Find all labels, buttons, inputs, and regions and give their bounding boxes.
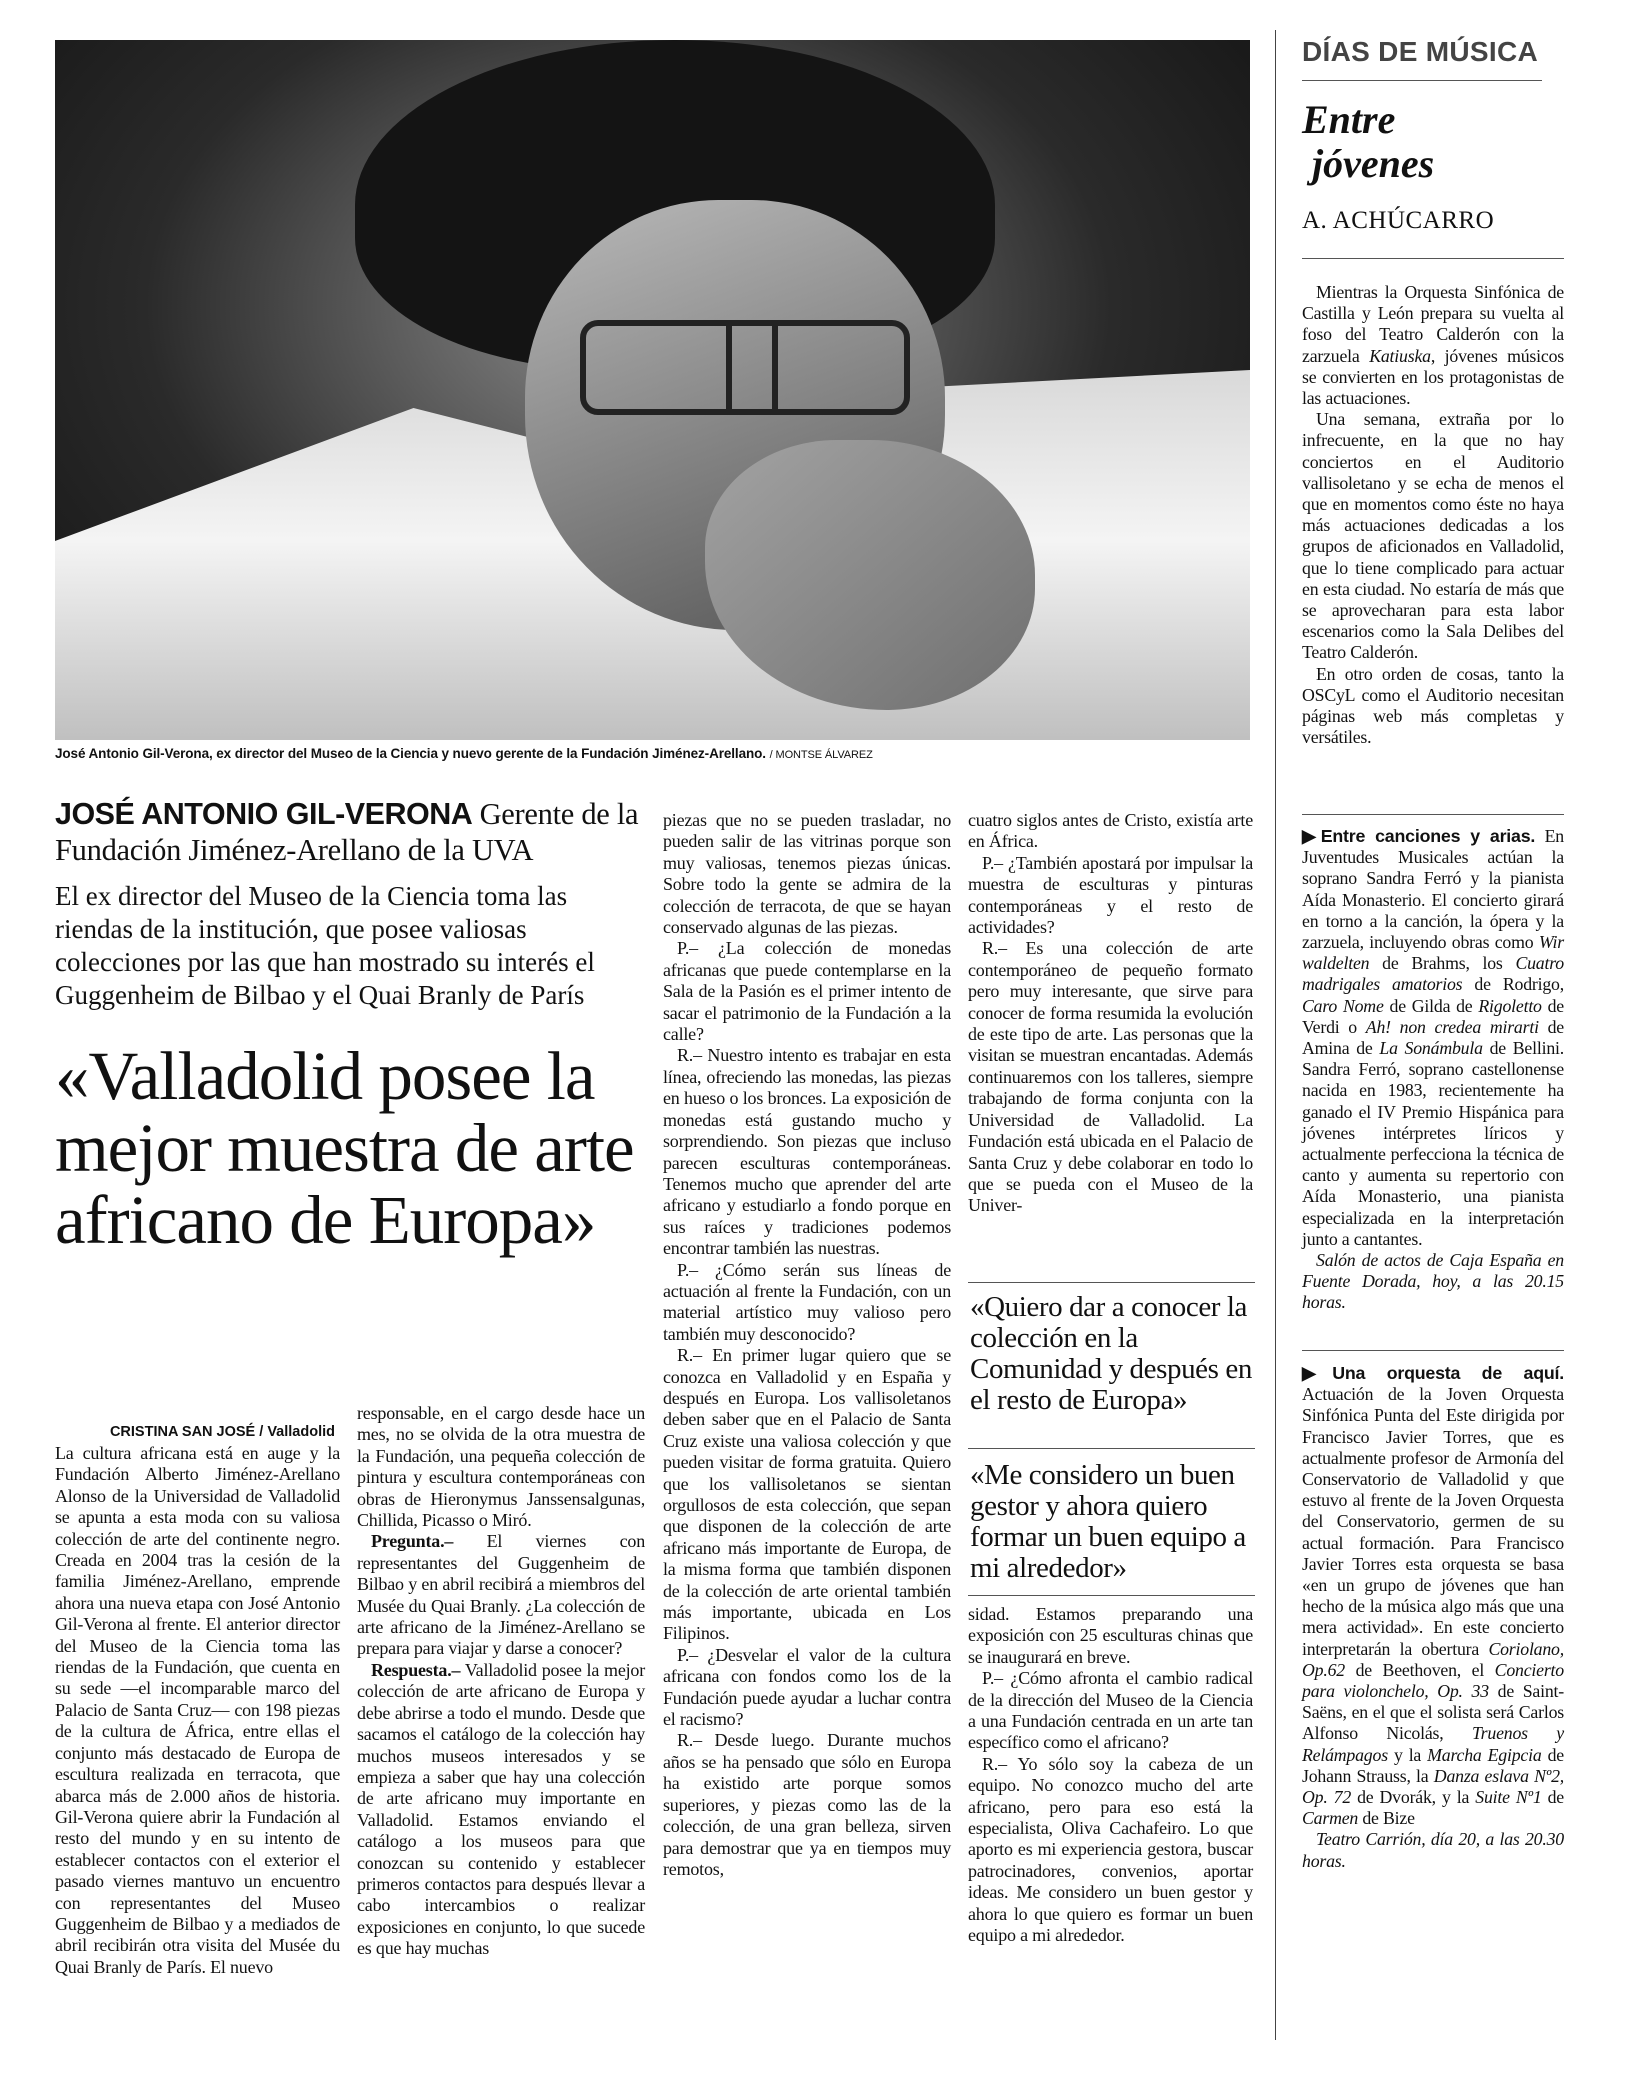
answer-paragraph: R.– Nuestro intento es trabajar en esta línea, ofreciendo las monedas, las piezas en hueso o los bronces. La exposición de monedas está gustando mucho y sorprendiendo. Son piezas que incluso parecen esculturas contemporáneas. Tenemos mucho que aprender del arte africano y estudiarlo a fondo porque en sus raíces y tradiciones podemos encontrar también las nuestras. bbox=[663, 1045, 951, 1259]
question-paragraph bbox=[357, 1531, 645, 1659]
article-column-3 bbox=[663, 810, 951, 1880]
answer-paragraph: R.– Desde luego. Durante muchos años se ha pensado que sólo en Europa ha existido arte porque somos superiores, y piezas como las de la colección, de una gran belleza, sirven para demostrar que ya en tiempos muy remotos, bbox=[663, 1730, 951, 1879]
section-rule bbox=[1302, 80, 1542, 81]
article-paragraph: responsable, en el cargo desde hace un mes, no se olvida de la otra muestra de la Fundación, una pequeña colección de pintura y escultura contemporáneas con obras de Hieronymus Janssensalgunas, Chillida, Picasso o Miró. bbox=[357, 1403, 645, 1531]
question-paragraph: P.– ¿Desvelar el valor de la cultura africana con fondos como los de la Fundación puede ayudar a luchar contra el racismo? bbox=[663, 1644, 951, 1730]
sidebar-rule bbox=[1302, 258, 1564, 259]
sidebar-event-2 bbox=[1302, 1363, 1564, 1872]
answer-paragraph: R.– Es una colección de arte contemporáneo de pequeño formato pero muy interesante, que sirve para conocer de forma resumida la evolución de este tipo de arte. Las personas que la visitan se muestran encantadas. Además continuaremos con los talleres, siempre trabajando de forma conjunta con la Universidad de Valladolid. La Fundación está ubicada en el Palacio de Santa Cruz y debe colaborar en todo lo que se pueda con el Museo de la Univer- bbox=[968, 938, 1253, 1216]
sidebar-title-line-1: Entre bbox=[1302, 97, 1396, 142]
answer-label: Respuesta.– bbox=[371, 1659, 461, 1680]
sidebar-rule bbox=[1302, 1350, 1564, 1351]
sidebar-title-line-2: jóvenes bbox=[1312, 141, 1435, 186]
question-text: El viernes con representantes del Guggenheim de Bilbao y en abril recibirá a miembros del Musée du Quai Branly. ¿La colección de arte africano de la Jiménez-Arellano se prepara para viajar y darse a conocer? bbox=[357, 1531, 645, 1659]
event-lead: ▶Entre canciones y arias. bbox=[1302, 826, 1536, 846]
pullquote-rule bbox=[968, 1282, 1255, 1283]
article-column-1 bbox=[55, 1443, 340, 1978]
answer-paragraph: R.– Yo sólo soy la cabeza de un equipo. No conozco mucho del arte africano, pero para eso está la especialista, Oliva Cachafeiro. Lo que aporto es mi experiencia gestora, buscar patrocinadores, convenios, aportar ideas. Me considero un buen gestor y ahora lo que quiero es formar un buen equipo a mi alrededor. bbox=[968, 1753, 1253, 1946]
question-paragraph: P.– ¿Cómo serán sus líneas de actuación al frente la Fundación, con un material artístico muy valioso pero también muy desconocido? bbox=[663, 1259, 951, 1344]
sidebar-event-1 bbox=[1302, 826, 1564, 1314]
event-venue: Teatro Carrión, día 20, a las 20.30 horas. bbox=[1302, 1829, 1564, 1871]
event-paragraph: ▶Entre canciones y arias. En Juventudes Musicales actúan la soprano Sandra Ferró y la pianista Aída Monasterio. El concierto girará en torno a la canción, la ópera y la zarzuela, incluyendo obras como Wir waldelten de Brahms, los Cuatro madrigales amatorios de Rodrigo, Caro Nome de Gilda de Rigoletto de Verdi o Ah! non credea mirarti de Amina de La Sonámbula de Bellini. Sandra Ferró, soprano castellonense nacida en 1983, recientemente ha ganado el IV Premio Hispánica para jóvenes intérpretes líricos y actualmente perfecciona la técnica de canto y aumenta su repertorio con Aída Monasterio, una pianista especializada en la interpretación junto a cantantes. bbox=[1302, 826, 1565, 1249]
event-venue: Salón de actos de Caja España en Fuente Dorada, hoy, a las 20.15 horas. bbox=[1302, 1250, 1564, 1313]
event-lead: ▶Una orquesta de aquí. bbox=[1302, 1363, 1564, 1383]
sidebar-author: A. ACHÚCARRO bbox=[1302, 207, 1495, 234]
sidebar-rule bbox=[1302, 814, 1564, 815]
interviewee-role: Gerente de la Fundación Jiménez-Arellano de la UVA bbox=[55, 797, 639, 867]
pullquote-rule bbox=[968, 1595, 1255, 1596]
pull-quote-1: «Quiero dar a conocer la colección en la Comunidad y después en el resto de Europa» bbox=[970, 1291, 1252, 1416]
sidebar-paragraph: Mientras la Orquesta Sinfónica de Castilla y León prepara su vuelta al foso del Teatro Calderón con la zarzuela Katiuska, jóvenes músicos se convierten en los protagonistas de las actuaciones. bbox=[1302, 282, 1564, 409]
question-label: Pregunta.– bbox=[371, 1531, 454, 1552]
answer-paragraph: R.– En primer lugar quiero que se conozca en Valladolid y en España y después en Europa. Los vallisoletanos deben saber que en el Palacio de Santa Cruz existe una valiosa colección y que pueden visitar de forma gratuita. Quiero que los vallisoletanos se sientan orgullosos de esta colección, que sepan que disponen de la colección de arte africano más importante de Europa, de la misma forma que también disponen de la colección de arte oriental también más importante, ubicada en Los Filipinos. bbox=[663, 1345, 951, 1644]
article-paragraph: piezas que no se pueden trasladar, no pueden salir de las vitrinas porque son muy valiosas, tenemos piezas únicas. Sobre todo la gente se admira de la colección de terracota, de que se hayan conservado algunas de las piezas. bbox=[663, 810, 951, 938]
answer-paragraph bbox=[357, 1660, 645, 1960]
article-byline: CRISTINA SAN JOSÉ / Valladolid bbox=[109, 1424, 335, 1440]
sidebar-paragraph: En otro orden de cosas, tanto la OSCyL como el Auditorio necesitan páginas web más completas y versátiles. bbox=[1302, 663, 1564, 748]
article-paragraph: cuatro siglos antes de Cristo, existía arte en África. bbox=[968, 810, 1253, 852]
pull-quote-2: «Me considero un buen gestor y ahora quiero formar un buen equipo a mi alrededor» bbox=[970, 1459, 1246, 1584]
section-label: DÍAS DE MÚSICA bbox=[1302, 36, 1538, 67]
sidebar-title bbox=[1302, 98, 1562, 186]
sidebar-paragraph: Una semana, extraña por lo infrecuente, en la que no hay conciertos en el Auditorio vallisoletano y se echa de menos el que en momentos como éste no haya más actuaciones dedicadas a los grupos de aficionados en Valladolid, que lo tiene complicado para actuar en esta ciudad. No estaría de más que se aprovecharan para esta labor escenarios como la Sala Delibes del Teatro Calderón. bbox=[1302, 409, 1564, 663]
article-paragraph: sidad. Estamos preparando una exposición con 25 esculturas chinas que se inaugurará en breve. bbox=[968, 1604, 1253, 1667]
sidebar-intro bbox=[1302, 282, 1564, 748]
question-paragraph: P.– ¿La colección de monedas africanas que puede contemplarse en la Sala de la Pasión es el primer intento de sacar el patrimonio de la Fundación a la calle? bbox=[663, 938, 951, 1045]
article-headline: «Valladolid posee la mejor muestra de arte africano de Europa» bbox=[55, 1038, 634, 1258]
article-column-4 bbox=[968, 810, 1253, 1217]
article-subheadline: El ex director del Museo de la Ciencia toma las riendas de la institución, que posee valiosas colecciones por las que han mostrado su interés el Guggenheim de Bilbao y el Quai Branly de París bbox=[55, 881, 595, 1010]
article-paragraph: La cultura africana está en auge y la Fundación Alberto Jiménez-Arellano Alonso de la Universidad de Valladolid se apunta a esta moda con su valiosa colección de arte del continente negro. Creada en 2004 tras la cesión de la familia Jiménez-Arellano, emprende ahora una nueva etapa con José Antonio Gil-Verona al frente. El anterior director del Museo de la Ciencia toma las riendas de la Fundación, que cuenta en su sede —el incomparable marco del Palacio de Santa Cruz— con 198 piezas de la cultura de África, entre ellas el conjunto más destacado de Europa de escultura realizada en terracota, que abarca más de 2.000 años de historia. Gil-Verona quiere abrir la Fundación al resto del mundo y en su intento de establecer contactos con el exterior el pasado viernes mantuvo un encuentro con representantes del Museo Guggenheim de Bilbao y a mediados de abril recibirán otra visita del Musée du Quai Branly de París. El nuevo bbox=[55, 1443, 340, 1977]
question-paragraph: P.– ¿Cómo afronta el cambio radical de la dirección del Museo de la Ciencia a una Fundación centrada en un arte tan específico como el africano? bbox=[968, 1668, 1253, 1753]
article-photo bbox=[55, 40, 1250, 740]
caption-text: José Antonio Gil-Verona, ex director del Museo de la Ciencia y nuevo gerente de la Fundación Jiménez-Arellano. bbox=[55, 746, 766, 761]
interviewee-name: JOSÉ ANTONIO GIL-VERONA bbox=[55, 797, 473, 831]
article-column-4-continued bbox=[968, 1604, 1253, 1947]
article-column-2 bbox=[357, 1403, 645, 1960]
event-paragraph: ▶Una orquesta de aquí. Actuación de la Joven Orquesta Sinfónica Punta del Este dirigida por Francisco Javier Torres, que es actualmente profesor de Armonía del Conservatorio de Valladolid y que estuvo al frente de la Joven Orquesta del Conservatorio, germen de su actual formación. Para Francisco Javier Torres esta orquesta se basa «en un grupo de jóvenes que han hecho de la música algo más que una mera actividad». En este concierto interpretarán la obertura Coriolano, Op.62 de Beethoven, el Concierto para violonchelo, Op. 33 de Saint-Saëns, en el que el solista será Carlos Alfonso Nicolás, Truenos y Relámpagos y la Marcha Egipcia de Johann Strauss, la Danza eslava Nº2, Op. 72 de Dvorák, y la Suite Nº1 de Carmen de Bize bbox=[1302, 1363, 1565, 1829]
pullquote-rule bbox=[968, 1448, 1255, 1449]
photo-caption bbox=[55, 746, 1250, 761]
answer-text: Valladolid posee la mejor colección de arte africano de Europa y debe abrirse a todo el mundo. Desde que sacamos el catálogo de la colección hay muchos museos interesados y se empieza a saber que hay una colección de arte africano muy importante en Valladolid. Estamos enviando el catálogo a los museos para que conozcan su contenido y establecer primeros contactos para después llevar a cabo intercambios o realizar exposiciones en conjunto, lo que sucede es que hay muchas bbox=[357, 1659, 645, 1959]
column-divider bbox=[1275, 30, 1276, 2040]
article-kicker bbox=[55, 796, 645, 868]
photo-credit: / MONTSE ÁLVAREZ bbox=[769, 749, 873, 761]
question-paragraph: P.– ¿También apostará por impulsar la muestra de esculturas y pinturas contemporáneas y el resto de actividades? bbox=[968, 852, 1253, 938]
